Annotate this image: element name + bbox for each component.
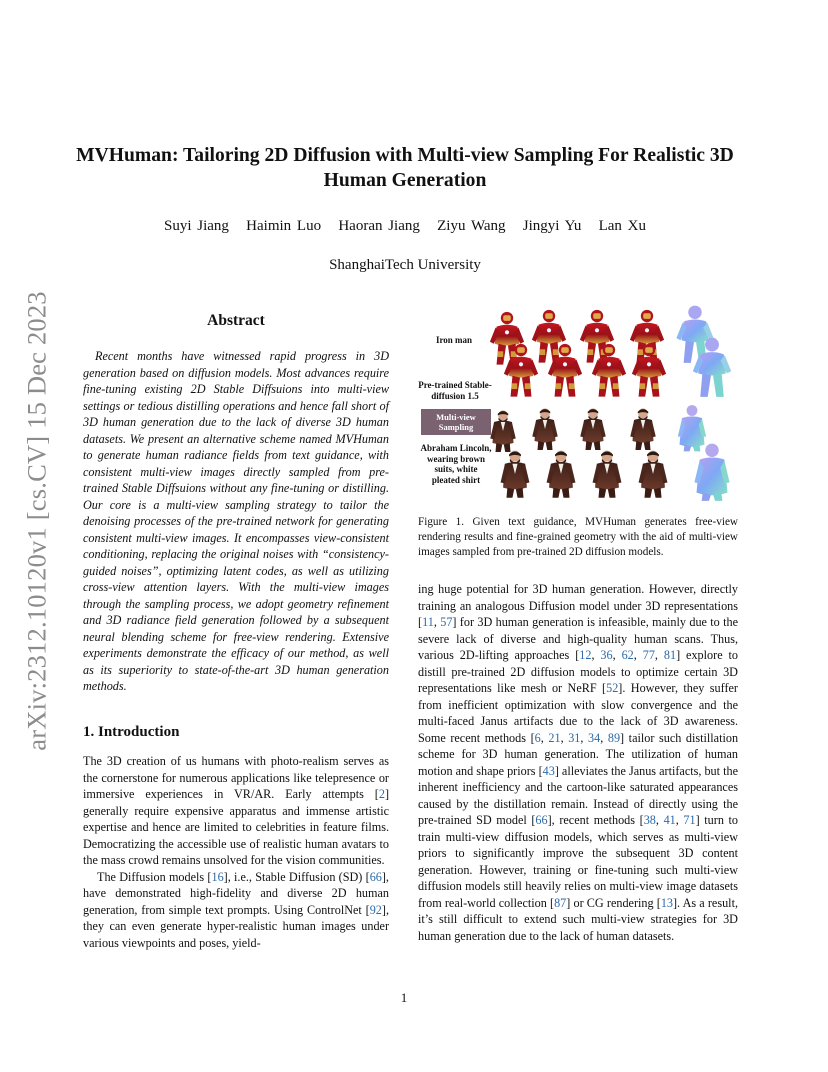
- citation-link[interactable]: 62: [621, 648, 634, 662]
- label-multiview: Multi-view Sampling: [436, 412, 476, 432]
- right-column-body: [418, 581, 738, 944]
- label-lincoln-prompt: Abraham Lincoln, wearing brown suits, white pleated shirt: [420, 443, 492, 485]
- text-run: ,: [600, 730, 608, 745]
- text-run: ,: [612, 648, 622, 662]
- citation-link[interactable]: 89: [607, 730, 621, 745]
- paper-title: [60, 143, 750, 193]
- citation-link[interactable]: 71: [683, 813, 696, 827]
- figure-image-grid: [418, 305, 738, 505]
- text-run: ]. However, they suffer from inefficient optimization with slow convergence and the multi-faced Janus artifacts due to the lack of 3D awareness. Some recent methods [: [418, 681, 738, 745]
- text-run: ,: [655, 813, 664, 827]
- citation-link[interactable]: 38: [643, 813, 656, 827]
- text-run: ] explore to distill pre-trained 2D diffusion models to optimize certain 3D representations like mesh or NeRF [: [418, 648, 739, 695]
- text-run: ] or CG rendering [: [566, 895, 661, 910]
- text-run: ,: [433, 615, 441, 629]
- text-run: ] generally require expensive apparatus and immense artistic expertise and hence are limited to celebrities in feature films. Democratizing the accessible use of realistic human avatars to the mass crowd remains unsolved for the vision communities.: [83, 787, 389, 867]
- text-run: The 3D creation of us humans with photo-realism serves as the cornerstone for numerous applications like telepresence or immersive experiences in VR/AR. Early attempts [: [83, 754, 389, 801]
- author-list: Suyi Jiang Haimin Luo Haoran Jiang Ziyu Wang Jingyi Yu Lan Xu: [164, 218, 646, 234]
- left-column-body: [83, 753, 389, 951]
- page-number: 1: [400, 990, 408, 1005]
- abstract-heading: Abstract: [207, 312, 265, 329]
- citation-link[interactable]: 92: [369, 902, 382, 917]
- citation-link[interactable]: 66: [535, 813, 548, 827]
- citation-link[interactable]: 52: [606, 681, 619, 695]
- intro-paragraph-1: [83, 753, 389, 869]
- text-run: ing huge potential for 3D human generation. However, directly training an analogous Diffusion model under 3D representations [: [418, 582, 738, 629]
- citation-link[interactable]: 31: [568, 730, 581, 745]
- citation-link[interactable]: 11: [422, 615, 434, 629]
- text-run: ], they can even generate hyper-realistic human images under various viewpoints and poses, yield-: [83, 902, 389, 950]
- citation-link[interactable]: 66: [369, 869, 382, 884]
- text-run: ,: [591, 648, 601, 662]
- section-heading-introduction: 1. Introduction: [83, 724, 180, 740]
- text-run: ] tailor such distillation scheme for 3D human generation. The utilization of human motion and shape priors [: [418, 730, 739, 778]
- text-run: The Diffusion models [: [97, 869, 212, 884]
- citation-link[interactable]: 87: [554, 895, 567, 910]
- text-run: ] turn to train multi-view diffusion models, which serves as multi-view priors to significantly improve the subsequent 3D content generation. However, training or fine-tuning such multi-view diffusion models still heavily relies on multi-view image datasets from real-world collection [: [418, 813, 739, 910]
- lincoln-row-bottom: [501, 444, 730, 501]
- text-run: ,: [580, 730, 589, 745]
- figure-1: [418, 305, 738, 505]
- text-run: ], i.e., Stable Diffusion (SD) [: [223, 869, 370, 884]
- abstract-body: Recent months have witnessed rapid progress in 3D generation based on diffusion models. Most advances require fine-tuning existing 2D Stable Diffsuions into multi-view settings or tedious distilling operations and hence fall short of 3D human generation due to the lack of diverse 3D human datasets. We present an alternative scheme named MVHuman to generate human radiance fields from text guidance, with consistent multi-view images directly sampled from pre-trained Stable Diffsuions without any fine-tuning or distilling. Our core is a multi-view sampling strategy to tailor the denoising processes of the pre-trained network for generating consistent multi-view images. It encompasses view-consistent conditioning, replacing the original noises with “consistency-guided noises”, optimizing latent codes, as well as utilizing cross-view attention layers. With the multi-view images through the sampling process, we adopt geometry refinement and 3D radiance field generation followed by a subsequent neural blending scheme for free-view rendering. Extensive experiments demonstrate the efficacy of our method, as well as its superiority to state-of-the-art 3D human generation methods.: [83, 349, 389, 693]
- text-run: ,: [633, 648, 643, 662]
- arxiv-id: arXiv:2312.10120v1 [cs.CV] 15 Dec 2023: [21, 291, 52, 751]
- text-run: ,: [654, 648, 664, 662]
- citation-link[interactable]: 13: [660, 895, 673, 910]
- title-line-1: MVHuman: Tailoring 2D Diffusion with Multi-view Sampling For Realistic 3D: [76, 145, 734, 166]
- iron-man-row-top: [490, 306, 714, 365]
- label-iron-man: Iron man: [435, 335, 473, 345]
- intro-paragraph-2: [83, 869, 389, 952]
- figure-1-caption: Figure 1. Given text guidance, MVHuman generates free-view rendering results and fine-grained geometry with the aid of multi-view images sampled from pre-trained 2D diffusion models.: [418, 516, 738, 558]
- text-run: ]. As a result, it’s still difficult to extend such multi-view strategies for 3D human generation due to the lack of human datasets.: [418, 895, 739, 943]
- lincoln-row-top: [490, 405, 706, 452]
- citation-link[interactable]: 2: [378, 787, 385, 801]
- text-run: ], have demonstrated high-fidelity and diverse 2D human generation, from simple text prompts. Using ControlNet [: [83, 869, 389, 917]
- text-run: ,: [540, 730, 549, 745]
- citation-link[interactable]: 81: [663, 648, 677, 662]
- citation-link[interactable]: 21: [548, 730, 561, 745]
- citation-link[interactable]: 43: [542, 763, 555, 778]
- text-run: ] for 3D human generation is infeasible, mainly due to the severe lack of diverse and high-quality human scans. Thus, various 2D-lifting approaches [: [418, 615, 739, 662]
- citation-link[interactable]: 12: [579, 648, 592, 662]
- citation-link[interactable]: 16: [211, 869, 224, 884]
- citation-link[interactable]: 34: [588, 730, 601, 745]
- text-run: ] alleviates the Janus artifacts, but the inherent inefficiency and the cartoon-like saturated appearances caused by the distillation remain. Instead of directly using the pre-trained SD model [: [418, 763, 738, 827]
- citation-link[interactable]: 41: [663, 813, 676, 827]
- text-run: ,: [560, 730, 569, 745]
- citation-link[interactable]: 77: [642, 648, 655, 662]
- citation-link[interactable]: 6: [534, 730, 541, 745]
- text-run: ,: [675, 813, 684, 827]
- citation-link[interactable]: 57: [440, 615, 453, 629]
- affiliation: ShanghaiTech University: [329, 257, 481, 273]
- citation-link[interactable]: 36: [600, 648, 613, 662]
- text-run: ], recent methods [: [547, 813, 644, 827]
- arxiv-stamp: [18, 282, 56, 760]
- label-pretrained-sd: Pre-trained Stable-diffusion 1.5: [418, 380, 492, 401]
- title-line-2: Human Generation: [323, 170, 487, 191]
